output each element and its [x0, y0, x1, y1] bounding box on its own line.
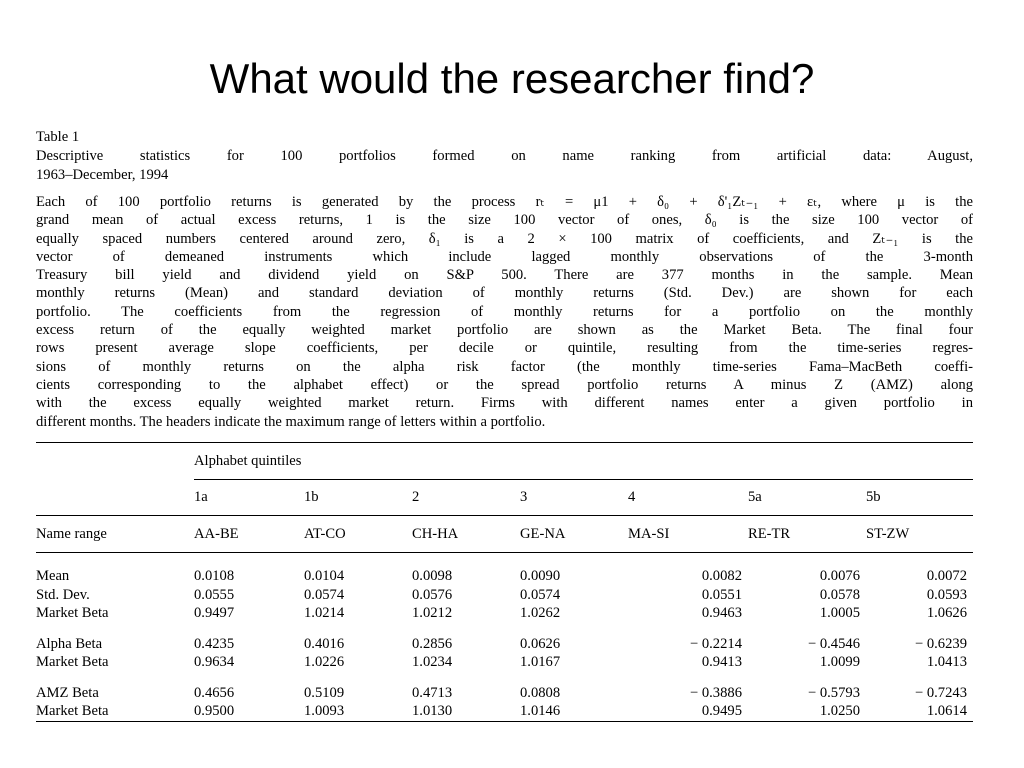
- column-header: 4: [628, 480, 748, 516]
- row-label: Name range: [36, 516, 194, 553]
- value-cell: 0.9413: [701, 654, 742, 670]
- caption-line: Descriptive statistics for 100 portfolios formed on name ranking from artificial data: August,: [36, 148, 973, 164]
- table-row: [36, 653, 973, 672]
- value-cell: 0.0593: [926, 586, 967, 603]
- description-line: with the excess equally weighted market return. Firms with different names enter a given portfolio in: [36, 395, 973, 412]
- name-range-cell: RE-TR: [748, 516, 866, 553]
- value-cell: − 0.3886: [689, 684, 742, 701]
- row-spacer: [36, 623, 973, 635]
- value-cell: 0.4235: [194, 635, 235, 652]
- value-cell: 0.9495: [628, 702, 748, 721]
- value-cell: 0.5109: [304, 684, 345, 701]
- column-header: 5a: [748, 480, 866, 516]
- value-cell: 1.0250: [748, 702, 866, 721]
- value-cell: 0.0808: [520, 684, 561, 701]
- document-excerpt: [36, 128, 973, 719]
- value-cell: 1.0226: [304, 654, 345, 670]
- group-header: Alphabet quintiles: [194, 443, 973, 480]
- slide-title: What would the researcher find?: [209, 55, 815, 102]
- value-cell: 0.0555: [194, 586, 235, 603]
- column-header: 1a: [194, 480, 304, 516]
- value-cell: 0.0626: [520, 635, 561, 652]
- value-cell: − 0.7243: [914, 684, 967, 701]
- table-row: [36, 604, 973, 623]
- value-cell: 1.0099: [819, 654, 860, 670]
- value-cell: − 0.2214: [689, 635, 742, 652]
- value-cell: 1.0234: [412, 654, 453, 670]
- value-cell: − 0.5793: [807, 684, 860, 701]
- value-cell: 0.9500: [194, 702, 304, 721]
- row-label: Market Beta: [36, 605, 109, 621]
- value-cell: 0.2856: [412, 635, 453, 652]
- value-cell: 0.4656: [194, 684, 235, 701]
- name-range-cell: GE-NA: [520, 516, 628, 553]
- value-cell: 1.0212: [412, 605, 453, 621]
- description-line: sions of monthly returns on the alpha risk factor (the monthly time-series Fama–MacBeth coeffi-: [36, 358, 973, 375]
- description-line: cients corresponding to the alphabet effect) or the spread portfolio returns A minus Z (AMZ) along: [36, 376, 973, 393]
- table-description: [36, 193, 973, 431]
- row-spacer: [36, 553, 973, 568]
- value-cell: 0.0551: [701, 586, 742, 603]
- value-cell: 1.0413: [926, 654, 967, 670]
- value-cell: 0.0090: [520, 568, 561, 584]
- value-cell: 0.0574: [304, 586, 345, 603]
- value-cell: 0.0104: [304, 568, 345, 584]
- row-spacer: [36, 672, 973, 684]
- row-label: Market Beta: [36, 654, 109, 670]
- table-row: [36, 635, 973, 654]
- caption-line: 1963–December, 1994: [36, 167, 169, 183]
- name-range-cell: ST-ZW: [866, 516, 973, 553]
- value-cell: 1.0214: [304, 605, 345, 621]
- description-line: vector of demeaned instruments which include lagged monthly observations of the 3-month: [36, 248, 973, 265]
- value-cell: 0.0098: [412, 568, 453, 584]
- description-line: grand mean of actual excess returns, 1 is the size 100 vector of ones, δ₀ is the size 100 vector of: [36, 212, 973, 229]
- value-cell: 0.9497: [194, 605, 235, 621]
- value-cell: − 0.4546: [807, 635, 860, 652]
- value-cell: 1.0614: [866, 702, 973, 721]
- value-cell: 1.0626: [926, 605, 967, 621]
- value-cell: 1.0146: [520, 702, 628, 721]
- column-header: 3: [520, 480, 628, 516]
- column-header: 1b: [304, 480, 412, 516]
- description-line: excess return of the equally weighted market portfolio are shown as the Market Beta. The final four: [36, 322, 973, 339]
- table-row: [36, 586, 973, 605]
- table-row: [36, 567, 973, 586]
- value-cell: 0.9463: [701, 605, 742, 621]
- value-cell: 0.0082: [701, 568, 742, 584]
- value-cell: 1.0093: [304, 702, 412, 721]
- value-cell: 0.0574: [520, 586, 561, 603]
- description-line: rows present average slope coefficients, per decile or quintile, resulting from the time-series regres-: [36, 340, 973, 357]
- value-cell: 1.0005: [819, 605, 860, 621]
- value-cell: 0.9634: [194, 654, 235, 670]
- description-line: different months. The headers indicate the maximum range of letters within a portfolio.: [36, 413, 546, 430]
- table-row: [36, 684, 973, 703]
- column-header: 2: [412, 480, 520, 516]
- description-line: equally spaced numbers centered around zero, δ₁ is a 2 × 100 matrix of coefficients, and Zₜ₋₁ is the: [36, 230, 973, 247]
- description-line: Each of 100 portfolio returns is generated by the process rₜ = μ1 + δ₀ + δ'₁Zₜ₋₁ + εₜ, where μ is the: [36, 194, 973, 210]
- value-cell: 0.0076: [819, 568, 860, 584]
- value-cell: 1.0262: [520, 605, 561, 621]
- table-label: Table 1: [36, 129, 80, 145]
- statistics-table: [36, 442, 973, 722]
- row-label: AMZ Beta: [36, 684, 99, 701]
- name-range-cell: CH-HA: [412, 516, 520, 553]
- description-line: portfolio. The coefficients from the regression of monthly returns for a portfolio on the monthly: [36, 303, 973, 320]
- name-range-cell: AA-BE: [194, 516, 304, 553]
- value-cell: − 0.6239: [914, 635, 967, 652]
- name-range-cell: AT-CO: [304, 516, 412, 553]
- row-label: Alpha Beta: [36, 635, 103, 652]
- column-header: 5b: [866, 480, 973, 516]
- row-label: Mean: [36, 568, 70, 584]
- table-caption: [36, 147, 973, 185]
- row-label: Market Beta: [36, 702, 194, 721]
- value-cell: 0.4713: [412, 684, 453, 701]
- row-label: Std. Dev.: [36, 586, 90, 603]
- table-row: [36, 702, 973, 721]
- value-cell: 0.4016: [304, 635, 345, 652]
- name-range-cell: MA-SI: [628, 516, 748, 553]
- value-cell: 1.0130: [412, 702, 520, 721]
- value-cell: 0.0072: [926, 568, 967, 584]
- value-cell: 0.0108: [194, 568, 235, 584]
- value-cell: 1.0167: [520, 654, 561, 670]
- description-line: monthly returns (Mean) and standard deviation of monthly returns (Std. Dev.) are shown for each: [36, 285, 973, 302]
- description-line: Treasury bill yield and dividend yield on S&P 500. There are 377 months in the sample. Mean: [36, 267, 973, 284]
- value-cell: 0.0578: [819, 586, 860, 603]
- value-cell: 0.0576: [412, 586, 453, 603]
